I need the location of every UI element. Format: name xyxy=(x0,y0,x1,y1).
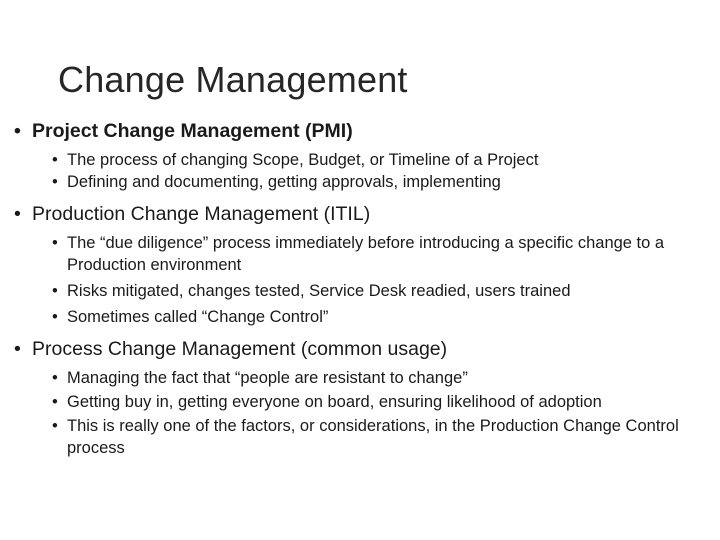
slide-title: Change Management xyxy=(58,59,408,100)
section-heading xyxy=(14,336,704,362)
list-item xyxy=(14,367,704,389)
bullet-icon: • xyxy=(52,282,58,300)
section-heading-text: Process Change Management (common usage) xyxy=(32,338,448,360)
list-item-text: Sometimes called “Change Control” xyxy=(67,308,329,326)
bullet-icon: • xyxy=(14,120,21,142)
section-heading-text: Production Change Management (ITIL) xyxy=(32,203,371,225)
slide-content xyxy=(14,118,704,459)
list-item-text: Getting buy in, getting everyone on board, ensuring likelihood of adoption xyxy=(67,393,602,411)
section-heading xyxy=(14,201,704,227)
list-item xyxy=(14,391,704,413)
bullet-icon: • xyxy=(52,417,58,435)
sub-list xyxy=(14,149,704,193)
bullet-icon: • xyxy=(14,338,21,360)
list-item-text: Managing the fact that “people are resistant to change” xyxy=(67,369,468,387)
list-item-text: Risks mitigated, changes tested, Service Desk readied, users trained xyxy=(67,282,571,300)
list-item-text: The “due diligence” process immediately before introducing a specific change to a Production environment xyxy=(67,234,665,274)
list-item xyxy=(14,171,704,193)
list-item xyxy=(14,415,704,459)
sub-list xyxy=(14,232,704,328)
list-item xyxy=(14,149,704,171)
bullet-icon: • xyxy=(14,203,21,225)
sub-list xyxy=(14,367,704,459)
bullet-icon: • xyxy=(52,151,58,169)
list-item xyxy=(14,280,704,302)
list-item-text: The process of changing Scope, Budget, or Timeline of a Project xyxy=(67,151,539,169)
bullet-icon: • xyxy=(52,234,58,252)
bullet-icon: • xyxy=(52,393,58,411)
section-heading xyxy=(14,118,704,144)
list-item-text: This is really one of the factors, or considerations, in the Production Change Control process xyxy=(67,417,679,457)
bullet-icon: • xyxy=(52,308,58,326)
section-heading-text: Project Change Management (PMI) xyxy=(32,120,353,142)
list-item-text: Defining and documenting, getting approvals, implementing xyxy=(67,173,501,191)
bullet-icon: • xyxy=(52,369,58,387)
bullet-icon: • xyxy=(52,173,58,191)
list-item xyxy=(14,232,704,276)
list-item xyxy=(14,306,704,328)
